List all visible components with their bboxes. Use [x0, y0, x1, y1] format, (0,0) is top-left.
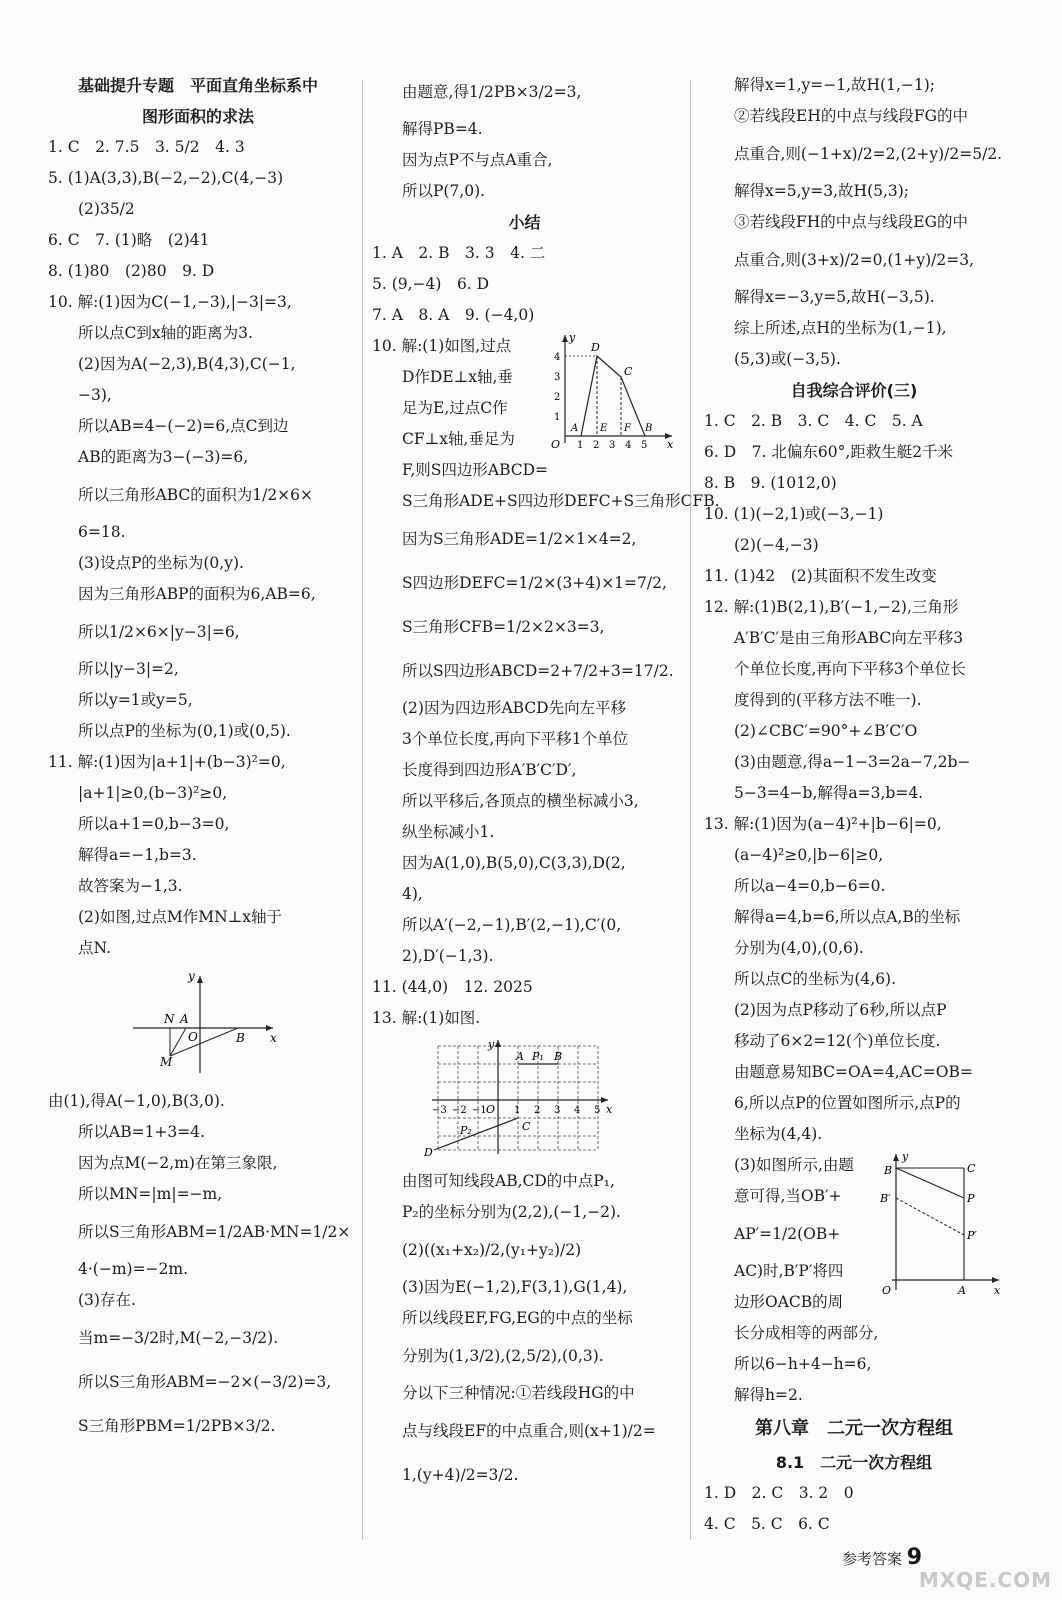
chapter-title: 第八章 二元一次方程组	[755, 1418, 953, 1439]
answer-line: 意可得,当OB′+	[734, 1187, 842, 1205]
answer-line: 所以a−4=0,b−6=0.	[734, 877, 886, 895]
coordinate-figure-q11	[48, 968, 348, 1078]
answer-line: 所以S四边形ABCD=2+7/2+3=17/2.	[402, 662, 674, 680]
answer-line: (5,3)或(−3,5).	[734, 350, 841, 368]
answer-line: 11. (1)42 (2)其面积不发生改变	[704, 567, 937, 585]
point-label-d: D	[591, 341, 600, 354]
answer-line: A′B′C′是由三角形ABC向左平移3	[734, 629, 964, 647]
q10-block	[372, 331, 677, 486]
answer-line: 1. A 2. B 3. 3 4. 二	[372, 244, 546, 262]
answer-line: 所以a+1=0,b−3=0,	[78, 815, 230, 833]
x-tick-label: 5	[641, 440, 648, 451]
answer-line: 4),	[402, 885, 423, 903]
answer-line: 所以三角形ABC的面积为1/2×6×	[78, 486, 314, 504]
answer-line: 点与线段EF的中点重合,则(x+1)/2=	[402, 1422, 656, 1440]
answer-line: 故答案为−1,3.	[78, 877, 183, 895]
q13-part3-block	[704, 1150, 1004, 1318]
answer-line: 解得a=4,b=6,所以点A,B的坐标	[734, 908, 961, 926]
point-label-p-prime: P′	[967, 1229, 977, 1242]
answer-line: 个单位长度,再向下平移3个单位长	[734, 660, 966, 678]
x-tick-label: 4	[574, 1105, 581, 1116]
answer-line: 所以AB=1+3=4.	[78, 1123, 206, 1141]
answer-line: 所以点C到x轴的距离为3.	[78, 324, 253, 342]
point-label-e: E	[600, 423, 608, 434]
answer-line: 所以6−h+4−h=6,	[734, 1355, 872, 1373]
point-label-n: N	[164, 1012, 175, 1026]
answer-line: 点重合,则(3+x)/2=0,(1+y)/2=3,	[734, 251, 975, 269]
answer-line: 12. 解:(1)B(2,1),B′(−1,−2),三角形	[704, 598, 959, 616]
answer-line: (2)因为A(−2,3),B(4,3),C(−1,	[78, 355, 296, 373]
answer-line: 1. D 2. C 3. 2 0	[704, 1484, 854, 1502]
answer-line: 坐标为(4,4).	[734, 1125, 823, 1143]
answer-line: 分别为(4,0),(0,6).	[734, 939, 864, 957]
point-label-b: B	[236, 1031, 245, 1045]
answer-line: 6. C 7. (1)略 (2)41	[48, 231, 210, 249]
answer-line: 因为点M(−2,m)在第三象限,	[78, 1154, 278, 1172]
column-divider	[690, 80, 691, 1540]
answer-line: 解得PB=4.	[402, 120, 483, 138]
answer-line: 因为点P不与点A重合,	[402, 151, 553, 169]
answer-line: 长分成相等的两部分,	[734, 1324, 879, 1342]
answer-line: 10. 解:(1)因为C(−1,−3),|−3|=3,	[48, 293, 292, 311]
section-heading: 小结	[508, 213, 541, 232]
axis-label-y: y	[188, 969, 195, 983]
answer-line: S四边形DEFC=1/2×(3+4)×1=7/2,	[402, 574, 667, 592]
answer-line: 点重合,则(−1+x)/2=2,(2+y)/2=5/2.	[734, 145, 1003, 163]
answer-line: 由图可知线段AB,CD的中点P₁,	[402, 1172, 615, 1190]
y-tick-label: 4	[554, 352, 561, 363]
point-label-c: C	[967, 1162, 976, 1175]
origin-label: O	[551, 438, 561, 451]
point-label-b: B	[884, 1164, 893, 1177]
x-tick-label: 1	[514, 1105, 521, 1116]
answer-line: 解得h=2.	[734, 1386, 803, 1404]
answer-line: 由题意易知BC=OA=4,AC=OB=	[734, 1063, 973, 1081]
answer-line: 10. (1)(−2,1)或(−3,−1)	[704, 505, 884, 523]
answer-line: 所以|y−3|=2,	[78, 660, 179, 678]
x-tick-label: 4	[625, 440, 632, 451]
y-tick-label: 1	[554, 412, 561, 423]
answer-line: 1. C 2. 7.5 3. 5/2 4. 3	[48, 138, 245, 156]
answer-column-3	[704, 70, 1004, 1540]
y-tick-label: 2	[554, 392, 561, 403]
origin-label: O	[882, 1284, 892, 1297]
section-heading: 基础提升专题 平面直角坐标系中	[77, 76, 318, 95]
answer-line: (2)((x₁+x₂)/2,(y₁+y₂)/2)	[402, 1241, 582, 1259]
answer-line: 足为E,过点C作	[402, 399, 508, 417]
answer-line: S三角形CFB=1/2×2×3=3,	[402, 618, 605, 636]
answer-line: 11. (44,0) 12. 2025	[372, 978, 533, 996]
answer-line: 由(1),得A(−1,0),B(3,0).	[48, 1092, 225, 1110]
point-label-a: A	[958, 1284, 966, 1297]
axis-label-y: y	[569, 331, 576, 344]
answer-line: 4·(−m)=−2m.	[78, 1260, 189, 1278]
answer-line: 1,(y+4)/2=3/2.	[402, 1466, 519, 1484]
answer-line: (3)因为E(−1,2),F(3,1),G(1,4),	[402, 1278, 628, 1296]
answer-line: (2)(−4,−3)	[734, 536, 819, 554]
answer-line: 点N.	[78, 939, 111, 957]
y-tick-label: 3	[554, 372, 561, 383]
coordinate-figure-q13-part3	[874, 1150, 1004, 1300]
answer-line: (3)由题意,得a−1−3=2a−7,2b−	[734, 753, 971, 771]
answer-line: 因为A(1,0),B(5,0),C(3,3),D(2,	[402, 854, 626, 872]
answer-line: 11. 解:(1)因为|a+1|+(b−3)²=0,	[48, 753, 286, 771]
answer-line: 所以P(7,0).	[402, 182, 486, 200]
answer-line: 13. 解:(1)因为(a−4)²+|b−6|=0,	[704, 815, 942, 833]
answer-column-2	[372, 70, 720, 1497]
answer-column-1	[48, 70, 351, 1448]
column-divider	[362, 80, 363, 1540]
figure-q11	[48, 968, 348, 1082]
answer-line: 13. 解:(1)如图.	[372, 1009, 481, 1027]
watermark: MXQE.COM	[918, 1568, 1052, 1592]
answer-line: AP′=1/2(OB+	[734, 1225, 841, 1243]
figure-q13	[372, 1038, 677, 1162]
answer-line: 纵坐标减小1.	[402, 823, 495, 841]
answer-line: 所以平移后,各顶点的横坐标减小3,	[402, 792, 639, 810]
section-heading: 自我综合评价(三)	[790, 381, 918, 400]
answer-line: 6. D 7. 北偏东60°,距救生艇2千米	[704, 443, 954, 461]
point-label-a: A	[571, 423, 579, 434]
axis-label-x: x	[667, 438, 674, 451]
answer-line: 分以下三种情况:①若线段HG的中	[402, 1384, 635, 1402]
answer-line: 分别为(1,3/2),(2,5/2),(0,3).	[402, 1347, 604, 1365]
answer-line: (a−4)²≥0,|b−6|≥0,	[734, 846, 884, 864]
page-number: 9	[906, 1545, 923, 1570]
answer-line: 所以1/2×6×|y−3|=6,	[78, 623, 240, 641]
answer-line: ③若线段FH的中点与线段EG的中	[734, 213, 968, 231]
answer-line: 所以MN=|m|=−m,	[78, 1185, 223, 1203]
answer-line: (2)如图,过点M作MN⊥x轴于	[78, 908, 283, 926]
footer-label: 参考答案	[842, 1550, 903, 1568]
answer-line: 移动了6×2=12(个)单位长度.	[734, 1032, 941, 1050]
answer-line: AC)时,B′P′将四	[734, 1262, 844, 1280]
answer-line: 7. A 8. A 9. (−4,0)	[372, 306, 535, 324]
answer-line: 1. C 2. B 3. C 4. C 5. A	[704, 412, 923, 430]
x-tick-label: 2	[534, 1105, 541, 1116]
x-tick-label: 2	[593, 440, 600, 451]
x-tick-label: −2	[452, 1105, 467, 1116]
page-footer	[842, 1545, 922, 1570]
x-tick-label: 3	[609, 440, 616, 451]
coordinate-figure-q10	[547, 331, 677, 451]
answer-line: 解得x=5,y=3,故H(5,3);	[734, 182, 910, 200]
answer-line: 综上所述,点H的坐标为(1,−1),	[734, 319, 947, 337]
point-label-b-prime: B′	[880, 1192, 891, 1205]
answer-line: 所以线段EF,FG,EG的中点的坐标	[402, 1309, 633, 1327]
point-label-p: P	[967, 1192, 975, 1205]
answer-line: 当m=−3/2时,M(−2,−3/2).	[78, 1329, 279, 1347]
answer-line: 边形OACB的周	[734, 1293, 844, 1311]
answer-line: 5. (9,−4) 6. D	[372, 275, 490, 293]
answer-line: 5−3=4−b,解得a=3,b=4.	[734, 784, 924, 802]
answer-line: (2)因为四边形ABCD先向左平移	[402, 699, 627, 717]
point-label-b: B	[554, 1050, 563, 1063]
answer-line: 2),D′(−1,3).	[402, 947, 494, 965]
answer-line: 8. (1)80 (2)80 9. D	[48, 262, 215, 280]
x-tick-label: −3	[432, 1105, 447, 1116]
answer-line: 解得a=−1,b=3.	[78, 846, 197, 864]
answer-line: 4. C 5. C 6. C	[704, 1515, 830, 1533]
answer-line: F,则S四边形ABCD=	[402, 461, 549, 479]
answer-line: 度得到的(平移方法不唯一).	[734, 691, 922, 709]
answer-line: −3),	[78, 386, 112, 404]
x-tick-label: 5	[594, 1105, 601, 1116]
point-label-a: A	[516, 1050, 524, 1063]
answer-line: P₂的坐标分别为(2,2),(−1,−2).	[402, 1203, 621, 1221]
answer-line: 所以点C的坐标为(4,6).	[734, 970, 897, 988]
x-tick-label: 3	[554, 1105, 561, 1116]
answer-line: 所以点P的坐标为(0,1)或(0,5).	[78, 722, 291, 740]
answer-line: 由题意,得1/2PB×3/2=3,	[402, 83, 582, 101]
answer-line: 解得x=−3,y=5,故H(−3,5).	[734, 288, 935, 306]
coordinate-grid-q13	[372, 1038, 672, 1158]
answer-line: 6,所以点P的位置如图所示,点P的	[734, 1094, 961, 1112]
answer-line: D作DE⊥x轴,垂	[402, 368, 513, 386]
point-label-c: C	[522, 1120, 531, 1133]
answer-line: 所以S三角形ABM=1/2AB·MN=1/2×	[78, 1223, 351, 1241]
answer-line: 3个单位长度,再向下平移1个单位	[402, 730, 629, 748]
answer-line: 所以AB=4−(−2)=6,点C到边	[78, 417, 289, 435]
point-label-p1: P₁	[532, 1050, 544, 1063]
point-label-b: B	[645, 423, 653, 434]
answer-line: 5. (1)A(3,3),B(−2,−2),C(4,−3)	[48, 169, 284, 187]
answer-line: 10. 解:(1)如图,过点	[372, 337, 512, 355]
answer-line: S三角形PBM=1/2PB×3/2.	[78, 1417, 276, 1435]
axis-label-x: x	[994, 1284, 1001, 1297]
answer-line: AB的距离为3−(−3)=6,	[78, 448, 249, 466]
x-tick-label: −1	[472, 1105, 487, 1116]
answer-line: (3)设点P的坐标为(0,y).	[78, 554, 244, 572]
answer-line: (2)35/2	[78, 200, 135, 218]
section-title: 8.1 二元一次方程组	[775, 1453, 933, 1472]
answer-line: ②若线段EH的中点与线段FG的中	[734, 107, 968, 125]
origin-label: O	[486, 1103, 496, 1116]
answer-line: 长度得到四边形A′B′C′D′,	[402, 761, 577, 779]
answer-line: 所以S三角形ABM=−2×(−3/2)=3,	[78, 1373, 332, 1391]
axis-label-x: x	[270, 1031, 277, 1045]
x-tick-label: 1	[577, 440, 584, 451]
axis-label-y: y	[902, 1150, 909, 1163]
answer-line: (2)因为点P移动了6秒,所以点P	[734, 1001, 947, 1019]
point-label-f: F	[624, 423, 631, 434]
answer-line: 所以y=1或y=5,	[78, 691, 193, 709]
origin-label: O	[188, 1030, 198, 1044]
answer-line: (2)∠CBC′=90°+∠B′C′O	[734, 722, 918, 740]
axis-label-y: y	[488, 1038, 495, 1051]
point-label-c: C	[624, 365, 633, 378]
answer-line: 因为三角形ABP的面积为6,AB=6,	[78, 585, 316, 603]
section-heading-line2: 图形面积的求法	[141, 107, 254, 126]
answer-line: 所以A′(−2,−1),B′(2,−1),C′(0,	[402, 916, 622, 934]
answer-line: (3)存在.	[78, 1291, 136, 1309]
answer-line: |a+1|≥0,(b−3)²≥0,	[78, 784, 228, 802]
point-label-d: D	[424, 1146, 433, 1158]
axis-label-x: x	[606, 1103, 613, 1116]
answer-line: (3)如图所示,由题	[734, 1156, 854, 1174]
point-label-m: M	[160, 1055, 173, 1069]
answer-line: 解得x=1,y=−1,故H(1,−1);	[734, 76, 936, 94]
answer-line: 8. B 9. (1012,0)	[704, 474, 837, 492]
answer-line: 因为S三角形ADE=1/2×1×4=2,	[402, 530, 637, 548]
answer-line: S三角形ADE+S四边形DEFC+S三角形CFB.	[402, 492, 720, 510]
answer-line: 6=18.	[78, 523, 126, 541]
point-label-a: A	[180, 1012, 189, 1026]
answer-line: CF⊥x轴,垂足为	[402, 430, 515, 448]
point-label-p2: P₂	[460, 1124, 472, 1137]
